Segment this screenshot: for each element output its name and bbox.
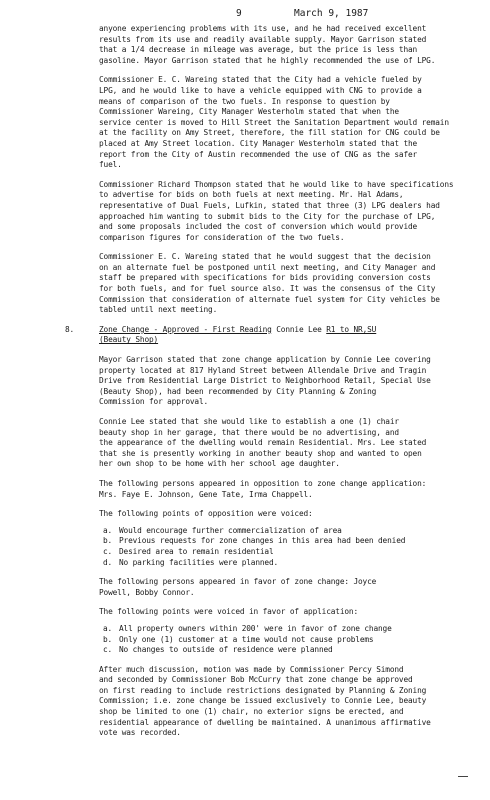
paragraph-decision-postponed: Commissioner E. C. Wareing stated that he would suggest that the decision on an alternate fuel be postponed until next meeting, and City Manager and staff be prepared with specifications for bids providing conversion costs for both fuels, and for fuel source also. It was the consensus of the City Commission that consideration of alternate fuel system for City vehicles be tabled until next meeting. [99, 252, 440, 315]
favor-points-list [99, 624, 471, 656]
minutes-body [65, 24, 471, 748]
paragraph-lpg-recommendation: anyone experiencing problems with its use, and he had received excellent results from its use and readily available supply. Mayor Garrison stated that a 1/4 decrease in mileage was average, but the price is less than gasoline. Mayor Garrison stated that he highly recommended the use of LPG. [99, 24, 436, 65]
agenda-item-number: 8. [65, 324, 75, 334]
page-number: 9 [236, 8, 242, 19]
agenda-item-title [99, 325, 471, 346]
list-item: b. Only one (1) customer at a time would not cause problems [103, 634, 374, 644]
list-item: b. Previous requests for zone changes in this area had been denied [103, 536, 406, 546]
list-item: c. No changes to outside of residence were planned [103, 645, 333, 655]
paragraph-thompson-specifications: Commissioner Richard Thompson stated that he would like to have specifications to advertise for bids on both fuels at next meeting. Mr. Hal Adams, representative of Dual Fuels, Lufkin, stated that three (3) LPG dealers had approached him wanting to submit bids to the City for the purchase of LPG, and some proposals included the cost of conversion which would provide comparison figures for consideration of the two fuels. [99, 179, 454, 242]
favor-intro: The following points were voiced in favor of application: [99, 607, 359, 617]
paragraph-zone-application: Mayor Garrison stated that zone change application by Connie Lee covering property located at 817 Hyland Street between Allendale Drive and Tragin Drive from Residential Large District to Neighborhood Retail, Special Use (Beauty Shop), had been recommended by City Planning & Zoning Commission for approval. [99, 355, 431, 407]
opposition-intro: The following points of opposition were voiced: [99, 509, 313, 519]
page-header [0, 7, 490, 21]
agenda-item-8 [65, 324, 471, 346]
meeting-date: March 9, 1987 [294, 8, 369, 19]
item-title-action: Zone Change - Approved - First Reading [99, 324, 272, 334]
opposition-points-list [99, 526, 471, 568]
paragraph-motion-vote: After much discussion, motion was made by Commissioner Percy Simond and seconded by Commissioner Bob McCurry that zone change be approved on first reading to include restrictions designated by Planning & Zoning Commission; i.e. zone change be issued exclusively to Connie Lee, beauty shop be limited to one (1) chair, no exterior signs be erected, and residential appearance of dwelling be maintained. A unanimous affirmative vote was recorded. [99, 664, 431, 738]
paragraph-applicant-statement: Connie Lee stated that she would like to establish a one (1) chair beauty shop in her garage, that there would be no advertising, and the appearance of the dwelling would remain Residential. Mrs. Lee stated that she is presently working in another beauty shop and wanted to open her own shop to be home with her school age daughter. [99, 417, 427, 469]
list-item: a. Would encourage further commercialization of area [103, 525, 342, 535]
paragraph-wareing-comparison: Commissioner E. C. Wareing stated that the City had a vehicle fueled by LPG, and he would like to have a vehicle equipped with CNG to provide a means of comparison of the two fuels. In response to question by Commissioner Wareing, City Manager Westerholm stated that when the service center is moved to Hill Street the Sanitation Department would remain at the facility on Amy Street, therefore, the fill station for CNG could be placed at Amy Street location. City Manager Westerholm stated that the report from the City of Austin recommended the use of CNG as the safer fuel. [99, 75, 449, 170]
item-title-applicant: Connie Lee [276, 324, 322, 334]
paragraph-opposition-persons: The following persons appeared in opposition to zone change application: Mrs. Faye E. Johnson, Gene Tate, Irma Chappell. [99, 478, 427, 499]
list-item: c. Desired area to remain residential [103, 546, 274, 556]
item-title-use: (Beauty Shop) [99, 335, 159, 345]
paragraph-favor-persons: The following persons appeared in favor of zone change: Joyce Powell, Bobby Connor. [99, 577, 377, 597]
footer-mark [458, 776, 468, 780]
list-item: d. No parking facilities were planned. [103, 557, 279, 567]
list-item: a. All property owners within 200' were in favor of zone change [103, 623, 392, 633]
item-title-zone: R1 to NR,SU [326, 324, 377, 334]
